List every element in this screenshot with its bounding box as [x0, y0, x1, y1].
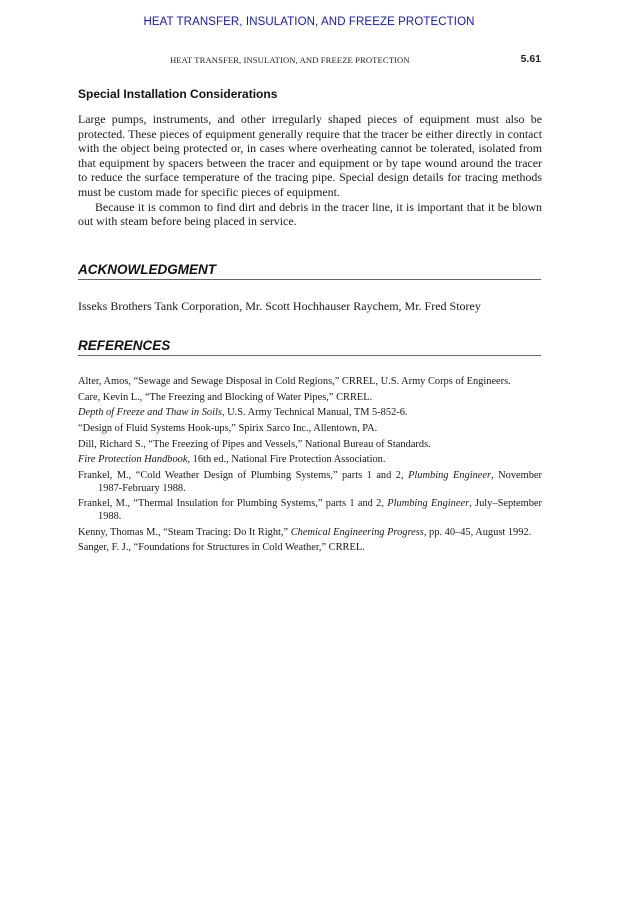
reference-item: Sanger, F. J., “Foundations for Structures in Cold Weather,” CRREL. [78, 542, 365, 554]
reference-item: Depth of Freeze and Thaw in Soils, U.S. Army Technical Manual, TM 5-852-6. [78, 407, 408, 419]
reference-item: Frankel, M., “Thermal Insulation for Plumbing Systems,” parts 1 and 2, Plumbing Engineer, July–September 1988. [78, 498, 542, 522]
body-paragraph: Because it is common to find dirt and debris in the tracer line, it is important that it be blown out with steam before being placed in service. [78, 199, 542, 229]
reference-item: Care, Kevin L., “The Freezing and Blocking of Water Pipes,” CRREL. [78, 391, 373, 403]
reference-item: Dill, Richard S., “The Freezing of Pipes and Vessels,” National Bureau of Standards. [78, 438, 431, 450]
running-header: HEAT TRANSFER, INSULATION, AND FREEZE PROTECTION [170, 55, 410, 65]
reference-item: Fire Protection Handbook, 16th ed., National Fire Protection Association. [78, 454, 386, 466]
references-heading: REFERENCES [78, 338, 541, 356]
reference-item: “Design of Fluid Systems Hook-ups,” Spirix Sarco Inc., Allentown, PA. [78, 423, 378, 435]
reference-item: Frankel, M., “Cold Weather Design of Plumbing Systems,” parts 1 and 2, Plumbing Engineer, November 1987-February 1988. [78, 470, 542, 494]
reference-item: Alter, Amos, “Sewage and Sewage Disposal in Cold Regions,” CRREL, U.S. Army Corps of Engineers. [78, 376, 511, 387]
acknowledgment-heading: ACKNOWLEDGMENT [78, 262, 541, 280]
page-number: 5.61 [520, 53, 541, 65]
document-title-banner: HEAT TRANSFER, INSULATION, AND FREEZE PROTECTION [143, 16, 475, 28]
section-heading: Special Installation Considerations [78, 87, 278, 101]
reference-item: Kenny, Thomas M., “Steam Tracing: Do It Right,” Chemical Engineering Progress, pp. 40–45, August 1992. [78, 526, 532, 538]
references-list [78, 376, 542, 558]
section-body [78, 112, 542, 229]
body-paragraph: Large pumps, instruments, and other irregularly shaped pieces of equipment must also be protected. These pieces of equipment generally require that the tracer be either directly in contact with the object being protected or, in cases where overheating cannot be tolerated, isolated from that equipment by spacers between the tracer and equipment or by tape wound around the tracer to reduce the surface temperature of the tracing pipe. Special design details for tracing methods must be custom made for specific pieces of equipment. [78, 112, 542, 199]
acknowledgment-text: Isseks Brothers Tank Corporation, Mr. Scott Hochhauser Raychem, Mr. Fred Storey [78, 299, 481, 313]
